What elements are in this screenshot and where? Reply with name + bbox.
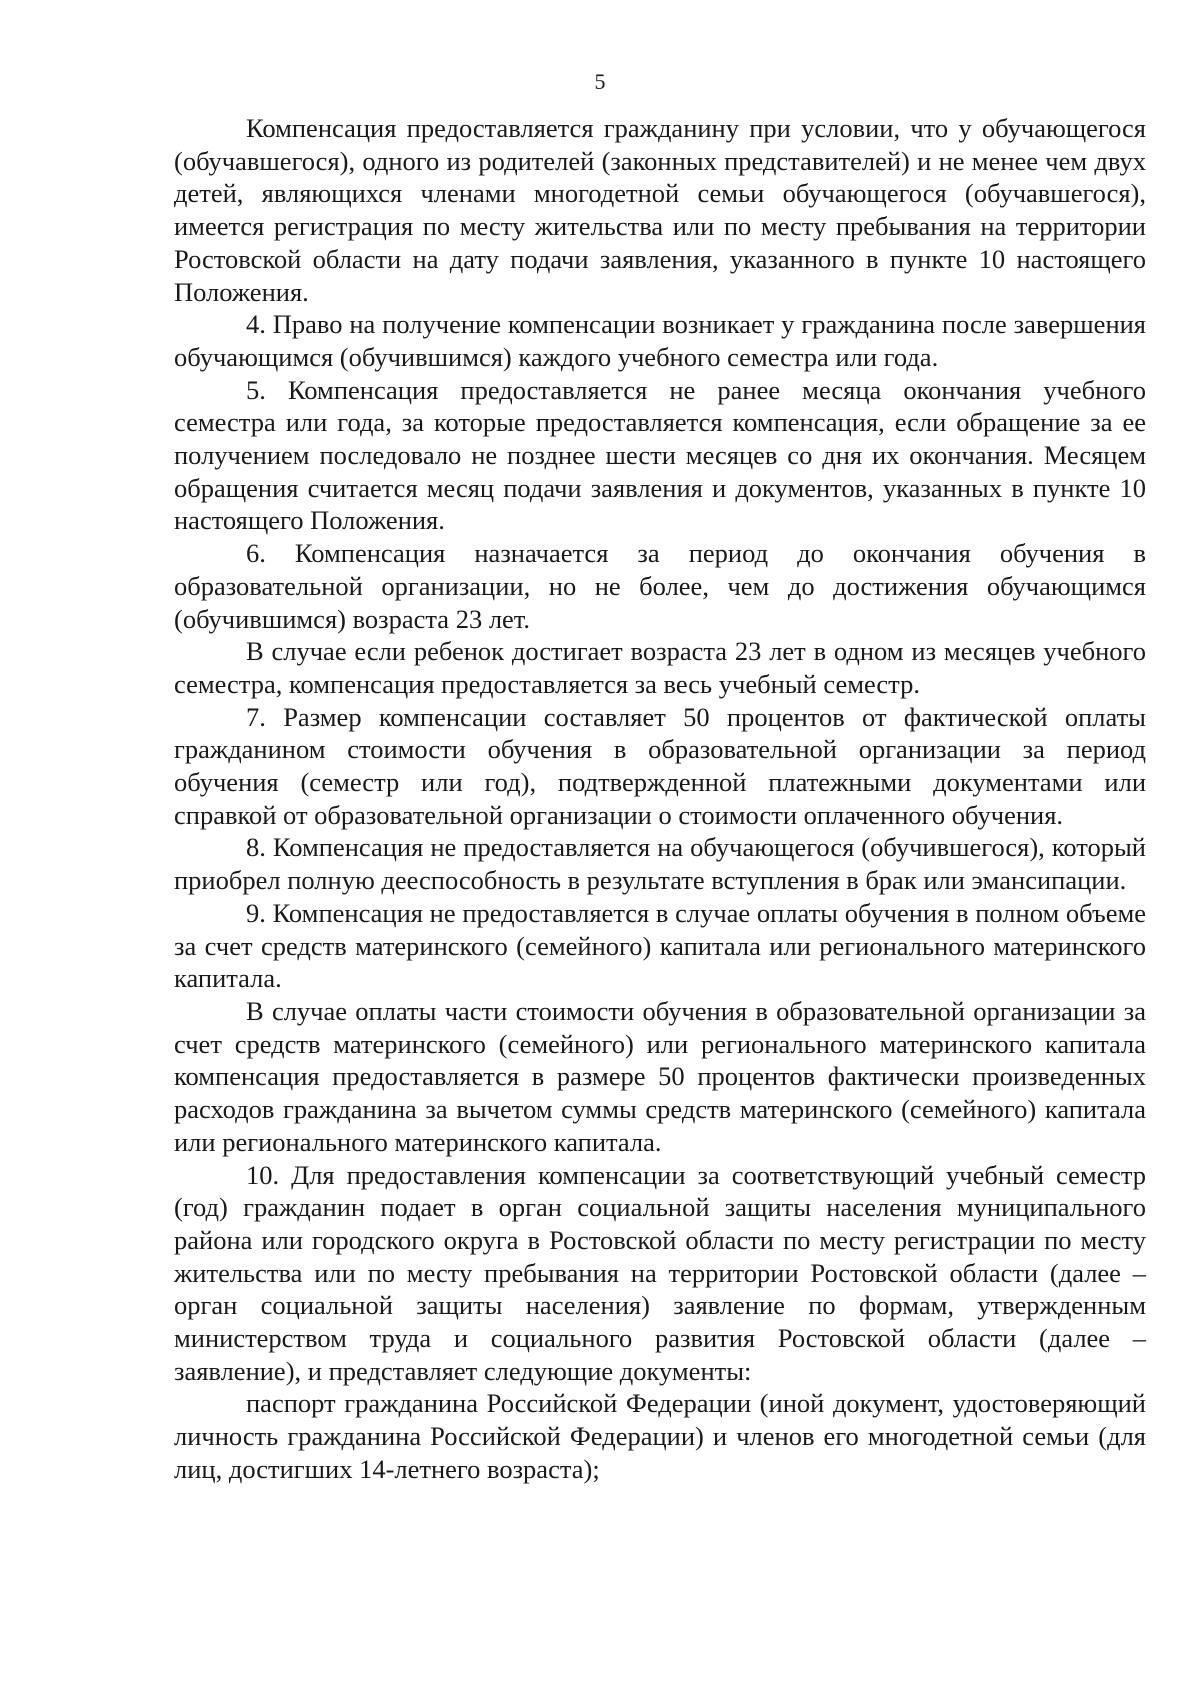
paragraph-clause-6-age: В случае если ребенок достигает возраста 23 лет в одном из месяцев учебного семестра, компенсация предоставляется за весь учебный семестр. (174, 636, 1146, 699)
paragraph-clause-9-partial: В случае оплаты части стоимости обучения в образовательной организации за счет средств материнского (семейного) или регионального материнского капитала компенсация предоставляется в размере 50 процентов фактически произведенных расходов гражданина за вычетом суммы средств материнского (семейного) капитала или регионального материнского капитала. (174, 995, 1146, 1157)
paragraph-clause-8: 8. Компенсация не предоставляется на обучающегося (обучившегося), который приобрел полную дееспособность в результате вступления в брак или эмансипации. (174, 832, 1146, 896)
page-number: 5 (594, 69, 606, 94)
paragraph-clause-7: 7. Размер компенсации составляет 50 процентов от фактической оплаты гражданином стоимости обучения в образовательной организации за период обучения (семестр или год), подтвержденной платежными документами или справкой от образовательной организации о стоимости оплаченного обучения. (174, 701, 1146, 830)
paragraph-passport-item: паспорт гражданина Российской Федерации (иной документ, удостоверяющий личность гражданина Российской Федерации) и членов его многодетной семьи (для лиц, достигших 14-летнего возраста); (174, 1388, 1146, 1484)
document-body (174, 112, 1146, 1486)
paragraph-clause-4: 4. Право на получение компенсации возникает у гражданина после завершения обучающимся (обучившимся) каждого учебного семестра или года. (174, 309, 1146, 372)
paragraph-clause-10: 10. Для предоставления компенсации за соответствующий учебный семестр (год) гражданин подает в орган социальной защиты населения муниципального района или городского округа в Ростовской области по месту регистрации по месту жительства или по месту пребывания на территории Ростовской области (далее – орган социальной защиты населения) заявление по формам, утвержденным министерством труда и социального развития Ростовской области (далее – заявление), и представляет следующие документы: (174, 1159, 1146, 1386)
paragraph-clause-9: 9. Компенсация не предоставляется в случае оплаты обучения в полном объеме за счет средств материнского (семейного) капитала или регионального материнского капитала. (174, 897, 1146, 994)
paragraph-clause-6: 6. Компенсация назначается за период до окончания обучения в образовательной организации, но не более, чем до достижения обучающимся (обучившимся) возраста 23 лет. (174, 538, 1146, 634)
paragraph-clause-5: 5. Компенсация предоставляется не ранее месяца окончания учебного семестра или года, за которые предоставляется компенсация, если обращение за ее получением последовало не позднее шести месяцев со дня их окончания. Месяцем обращения считается месяц подачи заявления и документов, указанных в пункте 10 настоящего Положения. (174, 374, 1146, 536)
paragraph-compensation-condition: Компенсация предоставляется гражданину при условии, что у обучающегося (обучавшегося), одного из родителей (законных представителей) и не менее чем двух детей, являющихся членами многодетной семьи обучающегося (обучавшегося), имеется регистрация по месту жительства или по месту пребывания на территории Ростовской области на дату подачи заявления, указанного в пункте 10 настоящего Положения. (174, 113, 1146, 307)
